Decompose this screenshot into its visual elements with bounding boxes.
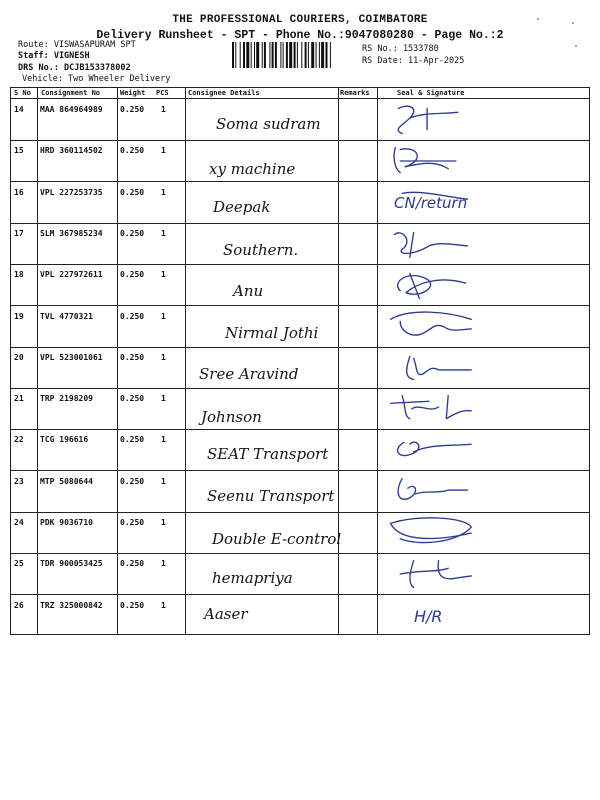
barcode-bar (301, 42, 302, 68)
consignee-handwriting: Johnson (201, 408, 262, 427)
barcode-bar (283, 42, 284, 68)
table-row (11, 595, 589, 636)
weight-value: 0.250 (120, 270, 145, 280)
weight-value: 0.250 (120, 352, 145, 362)
vehicle-label: Vehicle: Two Wheeler Delivery (22, 74, 171, 84)
header-weight: Weight (120, 89, 146, 97)
row-serial-number: 17 (14, 228, 24, 238)
consignment-number: TDR 900053425 (40, 559, 103, 569)
header-consignment: Consignment No (41, 89, 101, 97)
row-serial-number: 20 (14, 352, 24, 362)
consignment-number: TRP 2198209 (40, 394, 93, 404)
consignment-number: MTP 5080644 (40, 476, 93, 486)
consignment-number: TVL 4770321 (40, 311, 93, 321)
signature-scribble (381, 141, 477, 181)
table-row (11, 471, 589, 513)
consignee-handwriting: Nirmal Jothi (225, 323, 319, 342)
barcode-bar (321, 42, 324, 68)
consignee-handwriting: Aaser (204, 604, 248, 623)
barcode-bar (264, 42, 266, 68)
rs-date: RS Date: 11-Apr-2025 (362, 56, 465, 66)
weight-value: 0.250 (120, 146, 145, 156)
consignment-number: TCG 196616 (40, 435, 89, 445)
barcode-bar (272, 42, 274, 68)
consignee-handwriting: xy machine (209, 160, 296, 179)
signature-scribble (381, 348, 477, 388)
table-row (11, 140, 589, 182)
barcode-bar (280, 42, 281, 68)
company-title: THE PROFESSIONAL COURIERS, COIMBATORE (172, 14, 428, 26)
pieces-count: 1 (161, 394, 166, 404)
signature-scribble (381, 472, 477, 512)
header-pcs: PCS (156, 89, 169, 97)
table-row (11, 429, 589, 471)
weight-value: 0.250 (120, 518, 145, 527)
signature-scribble (381, 100, 477, 140)
weight-value: 0.250 (120, 105, 145, 114)
pieces-count: 1 (161, 600, 166, 610)
consignee-handwriting: Seenu Transport (207, 486, 335, 505)
pieces-count: 1 (161, 352, 166, 362)
pieces-count: 1 (161, 435, 166, 445)
barcode-bar (275, 42, 277, 68)
barcode-bar (243, 42, 245, 68)
table-row (11, 99, 589, 141)
consignee-handwriting: hemapriya (212, 569, 293, 588)
drs-number: DRS No.: DCJB153378002 (18, 63, 131, 73)
barcode-bar (286, 42, 288, 68)
consignee-handwriting: Deepak (213, 197, 271, 216)
seal-handwritten-note: CN/return (394, 193, 468, 212)
pieces-count: 1 (161, 311, 166, 321)
weight-value: 0.250 (120, 187, 145, 197)
table-row (11, 347, 589, 389)
barcode-bar (330, 42, 331, 68)
barcode-bar (305, 42, 307, 68)
pieces-count: 1 (161, 270, 166, 280)
barcode-bar (240, 42, 241, 68)
barcode-bar (269, 42, 270, 68)
barcode-bar (316, 42, 317, 68)
table-row (11, 264, 589, 306)
pieces-count: 1 (161, 187, 166, 197)
signature-scribble (381, 513, 477, 553)
row-serial-number: 23 (14, 476, 24, 486)
consignment-number: PDK 9036710 (40, 518, 93, 527)
rs-number: RS No.: 1533780 (362, 44, 439, 54)
signature-scribble (381, 554, 477, 594)
barcode (232, 42, 356, 68)
consignee-handwriting: Anu (233, 282, 264, 301)
seal-handwritten-note: H/R (414, 606, 443, 626)
signature-scribble (381, 224, 477, 264)
signature-scribble (381, 430, 477, 470)
header-consignee: Consignee Details (188, 89, 260, 97)
row-serial-number: 18 (14, 270, 24, 280)
pieces-count: 1 (161, 228, 166, 238)
signature-scribble (381, 307, 477, 347)
pieces-count: 1 (161, 559, 166, 569)
consignee-handwriting: SEAT Transport (207, 445, 329, 464)
scan-speck (537, 18, 539, 20)
barcode-bar (319, 42, 320, 68)
barcode-bar (232, 42, 234, 68)
table-row (11, 223, 589, 265)
consignment-number: MAA 864964989 (40, 105, 103, 114)
consignee-handwriting: Soma sudram (216, 115, 321, 133)
barcode-bar (326, 42, 328, 68)
signature-scribble (381, 265, 477, 305)
row-serial-number: 22 (14, 435, 24, 445)
runsheet-subtitle: Delivery Runsheet - SPT - Phone No.:9047080280 - Page No.:2 (96, 29, 504, 42)
weight-value: 0.250 (120, 394, 145, 404)
barcode-bar (235, 42, 236, 68)
row-serial-number: 21 (14, 394, 24, 404)
scan-speck (575, 45, 577, 47)
row-serial-number: 14 (14, 105, 24, 114)
pieces-count: 1 (161, 518, 166, 527)
consignee-handwriting: Double E-control (212, 530, 342, 548)
table-row (11, 182, 589, 224)
consignment-number: TRZ 325000842 (40, 600, 103, 610)
scan-speck (572, 22, 574, 24)
weight-value: 0.250 (120, 228, 145, 238)
barcode-bar (294, 42, 296, 68)
table-header (11, 88, 589, 99)
pieces-count: 1 (161, 105, 166, 114)
header-sno: S No (14, 89, 31, 97)
weight-value: 0.250 (120, 311, 145, 321)
barcode-bar (254, 42, 255, 68)
table-row (11, 553, 589, 595)
consignee-handwriting: Southern. (223, 240, 299, 259)
barcode-bar (251, 42, 252, 68)
table-row (11, 512, 589, 554)
row-serial-number: 19 (14, 311, 24, 321)
row-serial-number: 24 (14, 518, 24, 527)
signature-scribble (381, 389, 477, 429)
header-remarks: Remarks (340, 89, 370, 97)
barcode-bar (297, 42, 298, 68)
pieces-count: 1 (161, 476, 166, 486)
consignment-number: VPL 227972611 (40, 270, 103, 280)
barcode-bar (308, 42, 309, 68)
barcode-bar (262, 42, 263, 68)
row-serial-number: 15 (14, 146, 24, 156)
barcode-bar (289, 42, 292, 68)
row-serial-number: 26 (14, 600, 24, 610)
staff-label: Staff: VIGNESH (18, 51, 90, 61)
header-seal-signature: Seal & Signature (397, 89, 465, 97)
runsheet-table (10, 87, 590, 635)
consignment-number: SLM 367985234 (40, 228, 103, 238)
barcode-bar (311, 42, 314, 68)
consignee-handwriting: Sree Aravind (199, 364, 299, 383)
barcode-bar (246, 42, 249, 68)
row-serial-number: 16 (14, 187, 24, 197)
consignment-number: HRD 360114502 (40, 146, 103, 156)
row-serial-number: 25 (14, 559, 24, 569)
weight-value: 0.250 (120, 435, 145, 445)
barcode-bar (256, 42, 259, 68)
route-label: Route: VISWASAPURAM SPT (18, 40, 136, 50)
consignment-number: VPL 227253735 (40, 187, 103, 197)
weight-value: 0.250 (120, 476, 145, 486)
weight-value: 0.250 (120, 559, 145, 569)
weight-value: 0.250 (120, 600, 145, 610)
table-row (11, 388, 589, 430)
consignment-number: VPL 523001061 (40, 352, 103, 362)
pieces-count: 1 (161, 146, 166, 156)
table-row (11, 306, 589, 348)
